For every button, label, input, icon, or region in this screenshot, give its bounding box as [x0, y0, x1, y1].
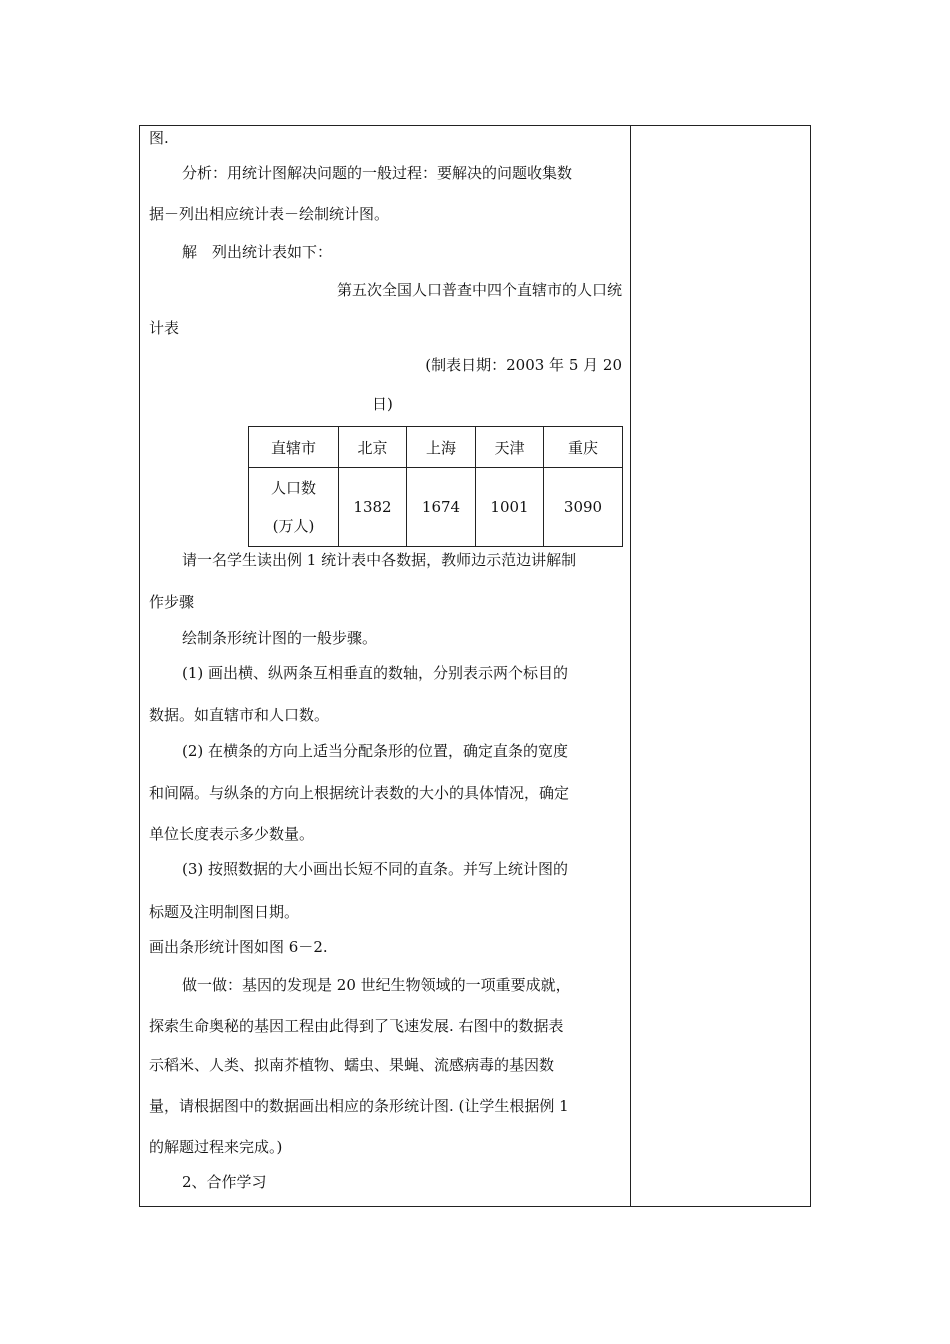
header-cell: 北京 — [339, 427, 407, 468]
population-table — [248, 426, 623, 547]
table-title-cont: 计表 — [149, 319, 180, 337]
step-3: (3) 按照数据的大小画出长短不同的直条。并写上统计图的 — [182, 860, 569, 878]
column-divider — [630, 125, 631, 1207]
exercise-cont: 的解题过程来完成。) — [149, 1138, 283, 1156]
value-cell: 1382 — [339, 468, 407, 547]
value-cell: 3090 — [544, 468, 623, 547]
step-2-cont: 和间隔。与纵条的方向上根据统计表数的大小的具体情况，确定 — [149, 784, 570, 802]
row-label-line: 人口数 — [270, 479, 316, 497]
value-cell: 1674 — [407, 468, 476, 547]
header-cell: 天津 — [476, 427, 544, 468]
step-2: (2) 在横条的方向上适当分配条形的位置，确定直条的宽度 — [182, 742, 569, 760]
table-title: 第五次全国人口普查中四个直辖市的人口统 — [336, 281, 622, 299]
row-label-cell — [249, 468, 339, 547]
exercise-cont: 探索生命奥秘的基因工程由此得到了飞速发展. 右图中的数据表 — [149, 1017, 564, 1035]
table-date-cont: 日) — [372, 395, 393, 413]
text-line: 请一名学生读出例 1 统计表中各数据，教师边示范边讲解制 — [182, 551, 577, 569]
step-2-cont: 单位长度表示多少数量。 — [149, 825, 315, 843]
exercise-cont: 示稻米、人类、拟南芥植物、蠕虫、果蝇、流感病毒的基因数 — [149, 1056, 555, 1074]
step-1-cont: 数据。如直辖市和人口数。 — [149, 706, 330, 724]
solution-line: 解 列出统计表如下： — [182, 243, 333, 261]
header-cell: 重庆 — [544, 427, 623, 468]
text-line: 画出条形统计图如图 6－2. — [149, 938, 328, 956]
row-label-line: (万人) — [272, 517, 315, 535]
step-1: (1) 画出横、纵两条互相垂直的数轴，分别表示两个标目的 — [182, 664, 569, 682]
steps-heading: 绘制条形统计图的一般步骤。 — [182, 629, 378, 647]
text-line: 据－列出相应统计表－绘制统计图。 — [149, 205, 390, 223]
analysis-line: 分析：用统计图解决问题的一般过程：要解决的问题收集数 — [182, 164, 573, 182]
table-date: (制表日期：2003 年 5 月 20 — [425, 356, 622, 374]
text-line: 作步骤 — [149, 593, 195, 611]
table-row — [249, 468, 623, 547]
text-line: 图. — [149, 129, 169, 147]
header-cell: 上海 — [407, 427, 476, 468]
exercise-line: 做一做：基因的发现是 20 世纪生物领域的一项重要成就， — [182, 976, 571, 994]
step-3-cont: 标题及注明制图日期。 — [149, 903, 300, 921]
value-cell: 1001 — [476, 468, 544, 547]
header-cell: 直辖市 — [249, 427, 339, 468]
exercise-cont: 量，请根据图中的数据画出相应的条形统计图. (让学生根据例 1 — [149, 1097, 569, 1115]
section-heading: 2、合作学习 — [182, 1173, 267, 1191]
table-header-row — [249, 427, 623, 468]
